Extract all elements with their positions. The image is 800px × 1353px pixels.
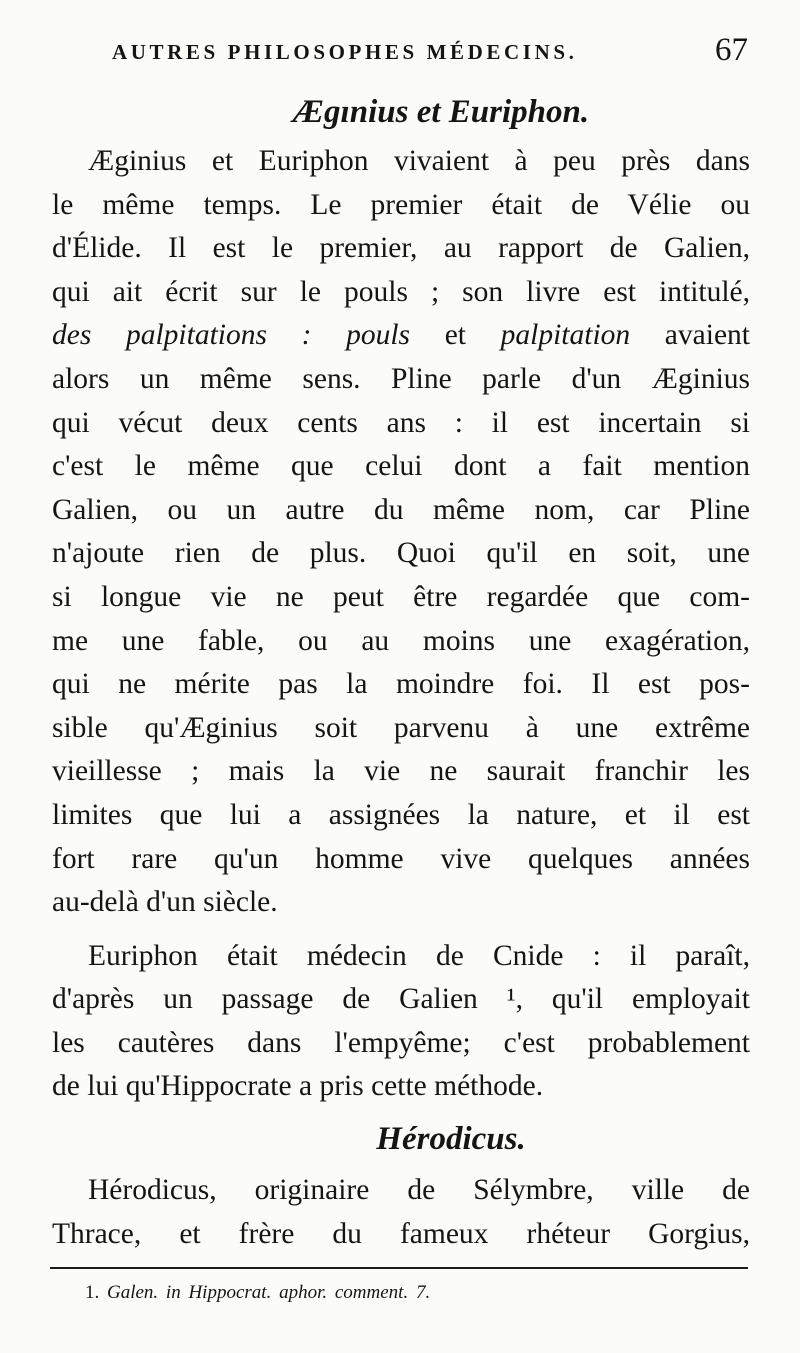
text-line: au-delà d'un siècle. <box>52 886 278 919</box>
text-line: les cautères dans l'empyême; c'est probablement <box>52 1026 750 1059</box>
paragraph-aeginius <box>52 140 750 925</box>
body-text <box>52 92 750 1256</box>
text-line: Æginius et Euriphon vivaient à peu près dans <box>88 145 750 177</box>
page-number: 67 <box>715 32 748 68</box>
text-line-italic-terms: des palpitations : pouls et palpitation avaient <box>52 319 750 352</box>
text-line: limites que lui a assignées la nature, et il est <box>52 798 750 831</box>
footnote-text: Galen. in Hippocrat. aphor. comment. 7. <box>107 1282 431 1303</box>
text-line: Hérodicus, originaire de Sélymbre, ville de <box>88 1174 750 1207</box>
footnote <box>85 1282 430 1304</box>
section-heading-herodicus: Hérodicus. <box>376 1121 526 1158</box>
text-line: sible qu'Æginius soit parvenu à une extrême <box>52 711 750 744</box>
text-line: le même temps. Le premier était de Vélie ou <box>52 188 750 221</box>
text-line: vieillesse ; mais la vie ne saurait franchir les <box>52 755 750 788</box>
italic-term: des palpitations : pouls <box>52 319 411 352</box>
text-line: c'est le même que celui dont a fait mention <box>52 450 750 483</box>
footnote-mark: 1. <box>85 1282 100 1303</box>
italic-term: palpitation <box>500 319 631 352</box>
text-line: alors un même sens. Pline parle d'un Æginius <box>52 362 750 395</box>
text-line: d'après un passage de Galien ¹, qu'il employait <box>52 983 750 1016</box>
paragraph-herodicus <box>52 1169 750 1256</box>
footnote-divider <box>50 1267 748 1269</box>
text-line: fort rare qu'un homme vive quelques années <box>52 842 750 875</box>
running-head <box>52 30 748 74</box>
text-line: Thrace, et frère du fameux rhéteur Gorgius, <box>52 1217 750 1250</box>
section-heading-aeginius: Ægınius et Euriphon. <box>292 94 590 130</box>
text-line: de lui qu'Hippocrate a pris cette méthode. <box>52 1070 544 1103</box>
text-line: qui ait écrit sur le pouls ; son livre est intitulé, <box>52 275 750 308</box>
text-line: Galien, ou un autre du même nom, car Pline <box>52 493 750 526</box>
running-title: AUTRES PHILOSOPHES MÉDECINS. <box>112 40 578 64</box>
text-line: qui ne mérite pas la moindre foi. Il est pos- <box>52 668 750 701</box>
text-line: Euriphon était médecin de Cnide : il paraît, <box>88 939 750 972</box>
text-line: me une fable, ou au moins une exagération, <box>52 624 750 657</box>
paragraph-euriphon <box>52 935 750 1109</box>
text-line: d'Élide. Il est le premier, au rapport de Galien, <box>52 232 750 265</box>
text-line: qui vécut deux cents ans : il est incertain si <box>52 406 750 439</box>
text-line: si longue vie ne peut être regardée que com- <box>52 580 750 613</box>
text-line: n'ajoute rien de plus. Quoi qu'il en soit, une <box>52 537 750 570</box>
